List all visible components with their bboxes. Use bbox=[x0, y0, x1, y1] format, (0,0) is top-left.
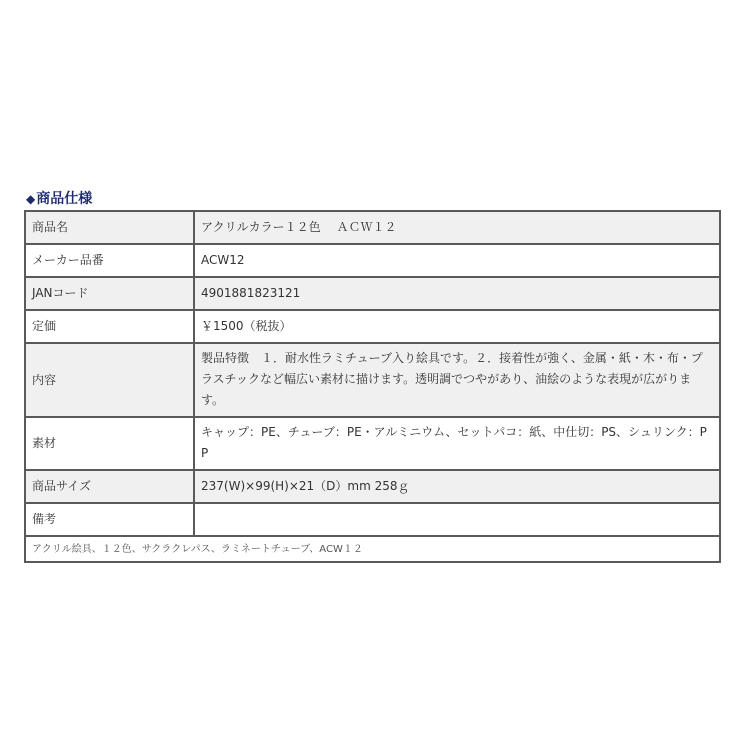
row-value: 製品特徴 １．耐水性ラミチューブ入り絵具です。２．接着性が強く、金属・紙・木・布・プラスチックなど幅広い素材に描けます。透明調でつやがあり、油絵のような表現が広がります。 bbox=[194, 343, 720, 417]
table-row bbox=[25, 244, 720, 277]
row-value: キャップ：PE、チューブ：PE・アルミニウム、セットパコ：紙、中仕切：PS、シュリンク：PP bbox=[194, 417, 720, 470]
row-label: 商品名 bbox=[25, 211, 194, 244]
row-label: メーカー品番 bbox=[25, 244, 194, 277]
row-value: ￥1500（税抜） bbox=[194, 310, 720, 343]
section-heading bbox=[26, 189, 92, 209]
row-value: ACW12 bbox=[194, 244, 720, 277]
row-label: 定価 bbox=[25, 310, 194, 343]
row-value: アクリルカラー１２色 ＡＣＷ１２ bbox=[194, 211, 720, 244]
table-row bbox=[25, 277, 720, 310]
table-row bbox=[25, 310, 720, 343]
row-label: JANコード bbox=[25, 277, 194, 310]
row-label: 素材 bbox=[25, 417, 194, 470]
row-value bbox=[194, 503, 720, 536]
table-row bbox=[25, 211, 720, 244]
table-row bbox=[25, 503, 720, 536]
table-row bbox=[25, 417, 720, 470]
table-row bbox=[25, 536, 720, 562]
row-label: 内容 bbox=[25, 343, 194, 417]
keywords-footer: アクリル絵具、１２色、サクラクレパス、ラミネートチューブ、ACW１２ bbox=[25, 536, 720, 562]
table-row bbox=[25, 470, 720, 503]
section-title: 商品仕様 bbox=[36, 191, 93, 207]
row-label: 商品サイズ bbox=[25, 470, 194, 503]
row-label: 備考 bbox=[25, 503, 194, 536]
row-value: 237(W)×99(H)×21（D）mm 258ｇ bbox=[194, 470, 720, 503]
diamond-icon: ◆ bbox=[26, 192, 36, 206]
table-row bbox=[25, 343, 720, 417]
row-value: 4901881823121 bbox=[194, 277, 720, 310]
spec-table bbox=[24, 210, 721, 563]
